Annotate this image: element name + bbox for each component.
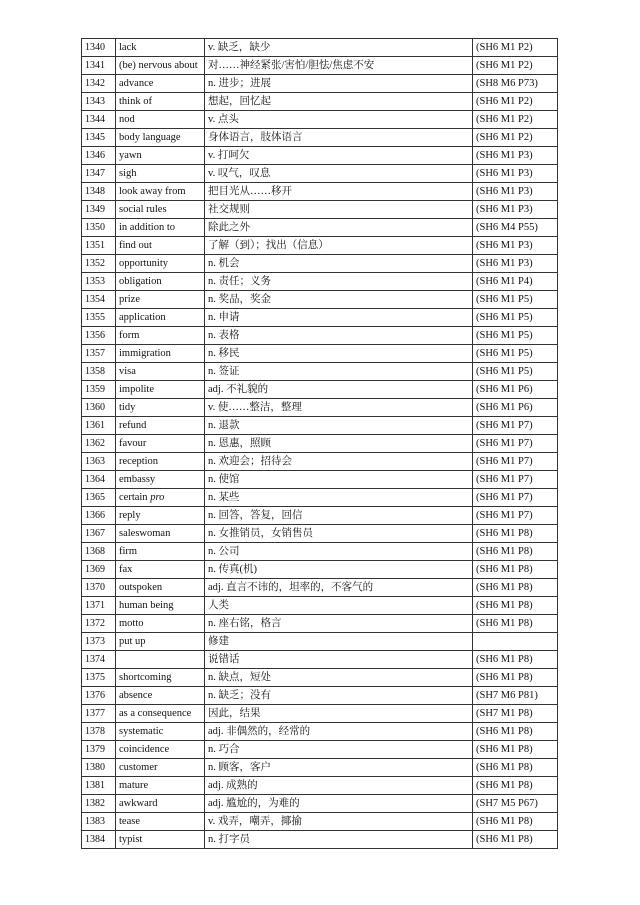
entry-source: (SH6 M1 P8) (473, 813, 558, 831)
table-row (82, 381, 558, 399)
entry-source: (SH6 M1 P2) (473, 111, 558, 129)
entry-number: 1365 (82, 489, 116, 507)
table-row (82, 309, 558, 327)
entry-meaning: n. 恩惠，照顾 (205, 435, 473, 453)
entry-number: 1371 (82, 597, 116, 615)
entry-source: (SH6 M1 P2) (473, 129, 558, 147)
entry-number: 1357 (82, 345, 116, 363)
entry-meaning: n. 欢迎会；招待会 (205, 453, 473, 471)
entry-source (473, 633, 558, 651)
table-row (82, 543, 558, 561)
entry-meaning: 人类 (205, 597, 473, 615)
entry-meaning: n. 移民 (205, 345, 473, 363)
entry-number: 1373 (82, 633, 116, 651)
entry-word-text: certain (119, 492, 148, 503)
entry-source: (SH6 M1 P8) (473, 831, 558, 849)
entry-number: 1346 (82, 147, 116, 165)
entry-meaning: n. 使馆 (205, 471, 473, 489)
entry-number: 1343 (82, 93, 116, 111)
table-row (82, 417, 558, 435)
entry-source: (SH6 M1 P7) (473, 507, 558, 525)
entry-word: absence (116, 687, 205, 705)
entry-number: 1384 (82, 831, 116, 849)
entry-word: human being (116, 597, 205, 615)
entry-word: refund (116, 417, 205, 435)
entry-number: 1368 (82, 543, 116, 561)
entry-word: lack (116, 39, 205, 57)
entry-number: 1372 (82, 615, 116, 633)
entry-word: coincidence (116, 741, 205, 759)
entry-word: outspoken (116, 579, 205, 597)
entry-source: (SH6 M1 P3) (473, 165, 558, 183)
entry-word: tease (116, 813, 205, 831)
entry-source: (SH6 M1 P3) (473, 237, 558, 255)
entry-meaning: n. 申请 (205, 309, 473, 327)
entry-source: (SH6 M1 P8) (473, 579, 558, 597)
entry-number: 1383 (82, 813, 116, 831)
entry-number: 1341 (82, 57, 116, 75)
entry-source: (SH6 M1 P6) (473, 399, 558, 417)
entry-source: (SH6 M1 P4) (473, 273, 558, 291)
entry-source: (SH6 M1 P2) (473, 93, 558, 111)
table-row (82, 597, 558, 615)
entry-word: opportunity (116, 255, 205, 273)
entry-number: 1351 (82, 237, 116, 255)
entry-meaning: 把目光从……移开 (205, 183, 473, 201)
entry-source: (SH6 M1 P8) (473, 543, 558, 561)
table-row (82, 561, 558, 579)
entry-meaning: v. 使……整洁，整理 (205, 399, 473, 417)
entry-meaning: n. 缺乏；没有 (205, 687, 473, 705)
entry-number: 1370 (82, 579, 116, 597)
table-row (82, 327, 558, 345)
entry-word: find out (116, 237, 205, 255)
entry-word: visa (116, 363, 205, 381)
table-row (82, 579, 558, 597)
table-row (82, 75, 558, 93)
entry-source: (SH6 M1 P5) (473, 327, 558, 345)
entry-word: (be) nervous about (116, 57, 205, 75)
entry-meaning: n. 签证 (205, 363, 473, 381)
entry-source: (SH6 M1 P8) (473, 741, 558, 759)
table-row (82, 237, 558, 255)
entry-word: systematic (116, 723, 205, 741)
table-row (82, 129, 558, 147)
entry-word: think of (116, 93, 205, 111)
entry-number: 1345 (82, 129, 116, 147)
entry-meaning: n. 传真(机) (205, 561, 473, 579)
entry-word: yawn (116, 147, 205, 165)
entry-source: (SH6 M1 P3) (473, 183, 558, 201)
entry-number: 1377 (82, 705, 116, 723)
entry-meaning: 修建 (205, 633, 473, 651)
entry-word: put up (116, 633, 205, 651)
entry-source: (SH6 M1 P8) (473, 759, 558, 777)
entry-number: 1380 (82, 759, 116, 777)
entry-source: (SH6 M1 P8) (473, 669, 558, 687)
table-row (82, 651, 558, 669)
entry-number: 1376 (82, 687, 116, 705)
entry-source: (SH6 M1 P7) (473, 471, 558, 489)
entry-number: 1349 (82, 201, 116, 219)
table-row (82, 345, 558, 363)
entry-meaning: 除此之外 (205, 219, 473, 237)
entry-source: (SH6 M1 P7) (473, 435, 558, 453)
entry-number: 1367 (82, 525, 116, 543)
entry-word: embassy (116, 471, 205, 489)
table-row (82, 669, 558, 687)
entry-number: 1354 (82, 291, 116, 309)
entry-meaning: adj. 尴尬的，为难的 (205, 795, 473, 813)
entry-word: awkward (116, 795, 205, 813)
table-row (82, 111, 558, 129)
entry-number: 1360 (82, 399, 116, 417)
entry-word: motto (116, 615, 205, 633)
entry-source: (SH6 M1 P2) (473, 57, 558, 75)
entry-meaning: adj. 直言不讳的，坦率的，不客气的 (205, 579, 473, 597)
entry-word: fax (116, 561, 205, 579)
entry-meaning: v. 叹气，叹息 (205, 165, 473, 183)
table-row (82, 291, 558, 309)
entry-word: advance (116, 75, 205, 93)
table-row (82, 255, 558, 273)
table-row (82, 507, 558, 525)
entry-number: 1350 (82, 219, 116, 237)
entry-number: 1366 (82, 507, 116, 525)
entry-meaning: n. 进步；进展 (205, 75, 473, 93)
entry-source: (SH6 M1 P8) (473, 561, 558, 579)
entry-word: mature (116, 777, 205, 795)
entry-meaning: adj. 成熟的 (205, 777, 473, 795)
entry-word: application (116, 309, 205, 327)
entry-number: 1358 (82, 363, 116, 381)
entry-number: 1340 (82, 39, 116, 57)
entry-meaning: n. 顾客，客户 (205, 759, 473, 777)
entry-source: (SH6 M1 P8) (473, 525, 558, 543)
entry-word: as a consequence (116, 705, 205, 723)
entry-source: (SH6 M1 P5) (473, 291, 558, 309)
entry-meaning: n. 巧合 (205, 741, 473, 759)
entry-source: (SH7 M1 P8) (473, 705, 558, 723)
entry-meaning: 身体语言，肢体语言 (205, 129, 473, 147)
entry-meaning: n. 退款 (205, 417, 473, 435)
entry-word: body language (116, 129, 205, 147)
table-row (82, 363, 558, 381)
entry-source: (SH6 M1 P5) (473, 363, 558, 381)
table-row (82, 687, 558, 705)
table-row (82, 777, 558, 795)
table-row (82, 705, 558, 723)
entry-meaning: 社交规则 (205, 201, 473, 219)
entry-word: tidy (116, 399, 205, 417)
entry-source: (SH6 M1 P8) (473, 615, 558, 633)
entry-source: (SH6 M1 P8) (473, 723, 558, 741)
entry-number: 1381 (82, 777, 116, 795)
entry-source: (SH6 M1 P3) (473, 147, 558, 165)
table-row (82, 183, 558, 201)
entry-word: customer (116, 759, 205, 777)
table-row (82, 525, 558, 543)
entry-meaning: n. 奖品，奖金 (205, 291, 473, 309)
entry-number: 1374 (82, 651, 116, 669)
entry-number: 1369 (82, 561, 116, 579)
table-row (82, 813, 558, 831)
entry-meaning: n. 表格 (205, 327, 473, 345)
entry-number: 1363 (82, 453, 116, 471)
entry-source: (SH6 M1 P5) (473, 309, 558, 327)
vocabulary-table (81, 38, 558, 849)
entry-source: (SH8 M6 P73) (473, 75, 558, 93)
table-row (82, 741, 558, 759)
table-row (82, 453, 558, 471)
entry-number: 1348 (82, 183, 116, 201)
entry-word (116, 651, 205, 669)
entry-word: typist (116, 831, 205, 849)
table-row (82, 615, 558, 633)
entry-meaning: n. 座右铭，格言 (205, 615, 473, 633)
table-row (82, 471, 558, 489)
entry-meaning: adj. 不礼貌的 (205, 381, 473, 399)
entry-meaning: n. 某些 (205, 489, 473, 507)
entry-meaning: 因此，结果 (205, 705, 473, 723)
table-row (82, 273, 558, 291)
entry-source: (SH6 M1 P7) (473, 489, 558, 507)
entry-source: (SH6 M4 P55) (473, 219, 558, 237)
table-row (82, 165, 558, 183)
entry-word: reception (116, 453, 205, 471)
entry-number: 1355 (82, 309, 116, 327)
entry-meaning: 说错话 (205, 651, 473, 669)
entry-meaning: n. 公司 (205, 543, 473, 561)
entry-word (116, 489, 205, 507)
entry-word: prize (116, 291, 205, 309)
entry-word: nod (116, 111, 205, 129)
entry-source: (SH6 M1 P8) (473, 651, 558, 669)
entry-word: impolite (116, 381, 205, 399)
entry-meaning: v. 打呵欠 (205, 147, 473, 165)
table-row (82, 201, 558, 219)
entry-meaning: 了解（到）；找出（信息） (205, 237, 473, 255)
table-row (82, 489, 558, 507)
table-row (82, 633, 558, 651)
entry-meaning: n. 回答，答复，回信 (205, 507, 473, 525)
entry-source: (SH6 M1 P3) (473, 201, 558, 219)
entry-meaning: n. 打字员 (205, 831, 473, 849)
entry-meaning: n. 责任；义务 (205, 273, 473, 291)
entry-number: 1382 (82, 795, 116, 813)
entry-source: (SH7 M5 P67) (473, 795, 558, 813)
entry-word: favour (116, 435, 205, 453)
entry-meaning: v. 缺乏，缺少 (205, 39, 473, 57)
entry-word: shortcoming (116, 669, 205, 687)
entry-number: 1364 (82, 471, 116, 489)
entry-number: 1352 (82, 255, 116, 273)
table-row (82, 147, 558, 165)
entry-word: saleswoman (116, 525, 205, 543)
entry-source: (SH6 M1 P8) (473, 597, 558, 615)
table-row (82, 795, 558, 813)
entry-word: obligation (116, 273, 205, 291)
entry-number: 1375 (82, 669, 116, 687)
table-row (82, 57, 558, 75)
entry-meaning: n. 机会 (205, 255, 473, 273)
table-row (82, 399, 558, 417)
entry-word: in addition to (116, 219, 205, 237)
table-row (82, 219, 558, 237)
entry-meaning: adj. 非偶然的，经常的 (205, 723, 473, 741)
entry-number: 1347 (82, 165, 116, 183)
entry-meaning: 想起，回忆起 (205, 93, 473, 111)
entry-source: (SH6 M1 P6) (473, 381, 558, 399)
entry-source: (SH6 M1 P7) (473, 453, 558, 471)
entry-source: (SH6 M1 P7) (473, 417, 558, 435)
entry-word: form (116, 327, 205, 345)
entry-number: 1378 (82, 723, 116, 741)
entry-number: 1356 (82, 327, 116, 345)
entry-source: (SH7 M6 P81) (473, 687, 558, 705)
table-row (82, 831, 558, 849)
entry-source: (SH6 M1 P2) (473, 39, 558, 57)
entry-number: 1362 (82, 435, 116, 453)
entry-number: 1342 (82, 75, 116, 93)
entry-source: (SH6 M1 P5) (473, 345, 558, 363)
entry-word: look away from (116, 183, 205, 201)
table-row (82, 39, 558, 57)
entry-source: (SH6 M1 P3) (473, 255, 558, 273)
entry-meaning: v. 点头 (205, 111, 473, 129)
entry-meaning: v. 戏弄，嘲弄，揶揄 (205, 813, 473, 831)
entry-word: reply (116, 507, 205, 525)
table-row (82, 759, 558, 777)
entry-word: social rules (116, 201, 205, 219)
entry-word: immigration (116, 345, 205, 363)
entry-word-pos: pro (150, 492, 165, 503)
table-row (82, 723, 558, 741)
table-row (82, 93, 558, 111)
entry-word: sigh (116, 165, 205, 183)
entry-number: 1359 (82, 381, 116, 399)
entry-meaning: n. 女推销员，女销售员 (205, 525, 473, 543)
entry-source: (SH6 M1 P8) (473, 777, 558, 795)
entry-meaning: n. 缺点，短处 (205, 669, 473, 687)
vocabulary-table-body (82, 39, 558, 849)
entry-word: firm (116, 543, 205, 561)
table-row (82, 435, 558, 453)
entry-meaning: 对……神经紧张/害怕/胆怯/焦虑不安 (205, 57, 473, 75)
entry-number: 1344 (82, 111, 116, 129)
entry-number: 1379 (82, 741, 116, 759)
entry-number: 1361 (82, 417, 116, 435)
entry-number: 1353 (82, 273, 116, 291)
